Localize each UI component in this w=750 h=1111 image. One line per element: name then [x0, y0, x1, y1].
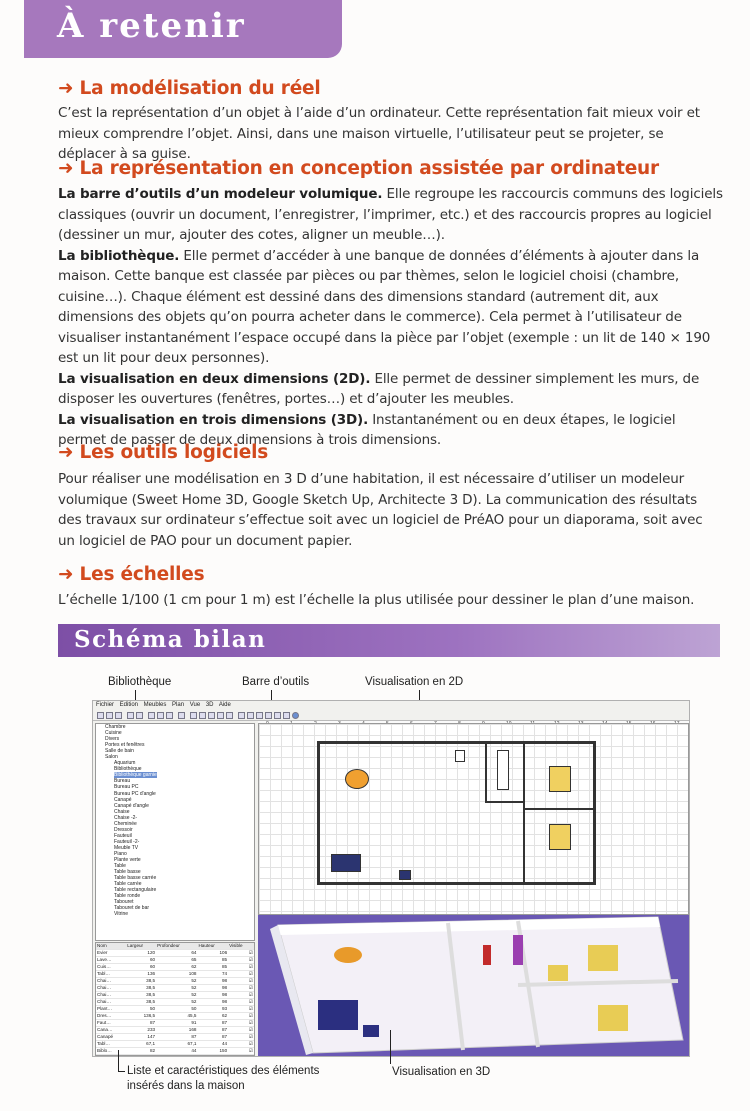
table-cell: ☑: [228, 991, 254, 998]
section-title: ➜ Les outils logiciels: [58, 442, 269, 463]
table-cell: Chai…: [96, 998, 126, 1005]
section-outils: [58, 442, 723, 551]
menu-bar[interactable]: Fichier Edition Meubles Plan Vue 3D Aide: [96, 702, 231, 708]
plan-table: [345, 769, 369, 789]
table-header-cell[interactable]: Visible: [228, 943, 254, 949]
tree-item[interactable]: Aquarium: [114, 760, 136, 767]
table-cell: ☑: [228, 1040, 254, 1047]
schema-bilan-band: [58, 624, 720, 657]
text-bibliotheque: Elle permet d’accéder à une banque de données d’éléments à ajouter dans la maison. Cette banque est classée par pièces ou par thèmes, selon le logiciel choisi (chambre, cuisine…). Chaque élément est dessiné dans des dimensions standard (autrement dit, aux dimensions des objets qu’on pourra acheter dans le commerce). Cela permet à l’utilisateur de visualiser instantanément l’espace occupé dans la pièce par l’objet (exemple : un lit de 140 × 190 est un lit pour deux personnes).: [58, 247, 711, 366]
plan-wall: [485, 801, 525, 803]
tree-item[interactable]: Bureau PC: [114, 784, 139, 791]
table-cell: Chai…: [96, 991, 126, 998]
section-title: ➜ La modélisation du réel: [58, 78, 321, 99]
furniture-catalog[interactable]: [95, 723, 255, 941]
open-icon[interactable]: [106, 712, 113, 719]
table-cell: 147: [126, 1033, 156, 1040]
tree-item[interactable]: Table basse: [114, 869, 141, 876]
tree-item[interactable]: Table carrée: [114, 881, 142, 888]
table-row[interactable]: [96, 977, 254, 984]
plan-wall: [317, 741, 595, 744]
table-cell: 67,1: [156, 1040, 197, 1047]
table-row[interactable]: [96, 949, 254, 956]
table-row[interactable]: [96, 991, 254, 998]
save-icon[interactable]: [115, 712, 122, 719]
table-3d: [334, 947, 362, 963]
banner-title: À retenir: [57, 6, 246, 46]
leader-line: [390, 1030, 391, 1064]
tree-item-label[interactable]: Bibliothèque garnie: [114, 772, 157, 779]
table-cell: 44: [156, 1047, 197, 1054]
table-row[interactable]: [96, 1019, 254, 1026]
plan-appliance: [455, 750, 465, 762]
copy-icon[interactable]: [157, 712, 164, 719]
software-screenshot: [92, 700, 690, 1057]
tree-folder[interactable]: Cuisine: [105, 730, 122, 737]
table-cell: ☑: [228, 1012, 254, 1019]
table-cell: ☑: [228, 1047, 254, 1054]
plan-3d-view[interactable]: [258, 915, 689, 1056]
align-icon[interactable]: [217, 712, 224, 719]
table-cell: ☑: [228, 984, 254, 991]
table-cell: 91: [156, 1019, 197, 1026]
table-cell: Plant…: [96, 1005, 126, 1012]
armchair-3d: [363, 1025, 379, 1037]
tree-item[interactable]: Table ronde: [114, 893, 141, 900]
table-cell: Chai…: [96, 984, 126, 991]
plan-wall: [523, 808, 595, 810]
table-cell: 82: [126, 1047, 156, 1054]
align-icon[interactable]: [208, 712, 215, 719]
table-cell: 98: [197, 977, 228, 984]
table-cell: Tabl…: [96, 1040, 126, 1047]
table-row[interactable]: [96, 998, 254, 1005]
draw-wall-icon[interactable]: [247, 712, 254, 719]
table-cell: 38,5: [126, 977, 156, 984]
tree-item[interactable]: Table: [114, 863, 126, 870]
table-cell: 87: [197, 1019, 228, 1026]
tree-item[interactable]: Piano: [114, 850, 127, 857]
zoom-out-icon[interactable]: [283, 712, 290, 719]
table-cell: 120: [126, 949, 156, 956]
table-cell: 74: [197, 970, 228, 977]
table-cell: 87: [197, 1033, 228, 1040]
new-icon[interactable]: [97, 712, 104, 719]
table-cell: ☑: [228, 956, 254, 963]
plan-wall: [485, 741, 487, 801]
sofa-3d: [318, 1000, 358, 1030]
label-liste-1: Liste et caractéristiques des éléments: [127, 1065, 320, 1077]
section-text: C’est la représentation d’un objet à l’aide d’un ordinateur. Cette représentation fait mieux voir et mieux comprendre l’objet. Ainsi, dans une maison virtuelle, l’utilisateur peut se projeter, se déplacer à sa guise.: [58, 105, 700, 162]
tree-item[interactable]: Vitrine: [114, 911, 129, 918]
table-cell: Chai…: [96, 977, 126, 984]
text-3d: Instantanément ou en deux étapes, le logiciel permet de passer de deux dimensions à trois dimensions.: [58, 411, 676, 448]
tree-item[interactable]: Canapé d'angle: [114, 802, 149, 809]
table-cell: 45,5: [156, 1012, 197, 1019]
plan-wall: [523, 741, 525, 885]
toolbar[interactable]: [93, 710, 689, 721]
table-header-cell[interactable]: Hauteur: [197, 943, 228, 949]
leader-line: [118, 1071, 125, 1072]
table-cell: ☑: [228, 1019, 254, 1026]
tree-item[interactable]: Tabouret: [114, 899, 134, 906]
table-cell: 98: [197, 991, 228, 998]
plan-wall: [317, 882, 595, 885]
table-cell: 136,5: [126, 1012, 156, 1019]
table-cell: 85: [197, 963, 228, 970]
term-barre-outils: La barre d’outils d’un modeleur volumique.: [58, 186, 383, 202]
bed-3d: [598, 1005, 628, 1031]
table-cell: ☑: [228, 1026, 254, 1033]
furniture-list-table[interactable]: [95, 942, 255, 1056]
tree-item[interactable]: Tabouret de bar: [114, 905, 150, 912]
align-icon[interactable]: [199, 712, 206, 719]
table-cell: Evier: [96, 949, 126, 956]
table-cell: 52: [156, 984, 197, 991]
table-cell: 50: [156, 1005, 197, 1012]
plan-bed: [549, 824, 571, 850]
table-row[interactable]: [96, 1047, 254, 1054]
label-bibliotheque: Bibliothèque: [108, 676, 172, 688]
bed-3d: [588, 945, 618, 971]
tree-folder[interactable]: Salon: [105, 754, 118, 761]
table-cell: 106: [197, 949, 228, 956]
table-cell: 52: [156, 991, 197, 998]
table-header-cell[interactable]: Largeur: [126, 943, 156, 949]
table-cell: Tabl…: [96, 970, 126, 977]
tree-folder[interactable]: Salle de bain: [105, 748, 134, 755]
table-cell: 62: [197, 1012, 228, 1019]
tree-folder[interactable]: Divers: [105, 736, 120, 743]
tree-item[interactable]: Dressoir: [114, 826, 133, 833]
table-cell: 87: [197, 1026, 228, 1033]
table-row[interactable]: [96, 1033, 254, 1040]
table-cell: 98: [197, 984, 228, 991]
schema-title: Schéma bilan: [74, 626, 267, 653]
table-cell: 150: [197, 1047, 228, 1054]
tree-item[interactable]: Table rectangulaire: [114, 887, 157, 894]
plan-sofa: [331, 854, 361, 872]
undo-icon[interactable]: [127, 712, 134, 719]
tree-item[interactable]: Fauteuil -2-: [114, 838, 140, 845]
table-cell: 67,1: [126, 1040, 156, 1047]
table-cell: Dres…: [96, 1012, 126, 1019]
table-cell: 98: [197, 998, 228, 1005]
table-cell: ☑: [228, 998, 254, 1005]
term-2d: La visualisation en deux dimensions (2D).: [58, 370, 371, 387]
table-cell: 52: [156, 977, 197, 984]
text-barre-outils: Elle regroupe les raccourcis communs des logiciels classiques (ouvrir un document, l’enregistrer, l’imprimer, etc.) et des raccourcis propres au logiciel (dessiner un mur, ajouter des cotes, aligner un meuble…).: [58, 186, 723, 243]
table-row[interactable]: [96, 984, 254, 991]
table-cell: ☑: [228, 1033, 254, 1040]
cabinet-3d: [513, 935, 523, 965]
section-title: ➜ Les échelles: [58, 564, 205, 585]
section-echelles: [58, 564, 723, 611]
plan-2d-view[interactable]: [258, 723, 689, 915]
tree-item[interactable]: Chaise: [114, 808, 130, 815]
select-icon[interactable]: [238, 712, 245, 719]
table-cell: 87: [126, 1019, 156, 1026]
tree-folder[interactable]: Portes et fenêtres: [105, 742, 145, 749]
table-cell: 60: [126, 963, 156, 970]
table-cell: ☑: [228, 977, 254, 984]
table-cell: ☑: [228, 949, 254, 956]
tree-item[interactable]: Cheminée: [114, 820, 137, 827]
table-cell: Lave…: [96, 956, 126, 963]
plan-3d-drawing: [258, 915, 689, 1056]
tree-item[interactable]: Canapé: [114, 796, 132, 803]
table-header-cell[interactable]: Nom: [96, 943, 126, 949]
a-retenir-banner: [24, 0, 342, 58]
table-cell: Canapé: [96, 1033, 126, 1040]
floor-3d: [278, 917, 683, 1053]
label-barre-outils: Barre d’outils: [242, 676, 310, 688]
table-cell: 85: [197, 956, 228, 963]
dimension-icon[interactable]: [265, 712, 272, 719]
table-cell: 64: [156, 949, 197, 956]
table-row[interactable]: [96, 1026, 254, 1033]
table-cell: Cana…: [96, 1026, 126, 1033]
help-icon[interactable]: [292, 712, 299, 719]
table-cell: 233: [126, 1026, 156, 1033]
tree-item[interactable]: Table basse carrée: [114, 875, 157, 882]
plan-wall: [593, 741, 596, 885]
label-liste-2: insérés dans la maison: [127, 1080, 245, 1092]
align-icon[interactable]: [190, 712, 197, 719]
table-cell: 50: [126, 1005, 156, 1012]
table-row[interactable]: [96, 1040, 254, 1047]
tree-item[interactable]: Bibliothèque: [114, 766, 142, 773]
table-cell: 52: [156, 998, 197, 1005]
section-text: [58, 184, 723, 451]
table-cell: Faut…: [96, 1019, 126, 1026]
tree-item[interactable]: Bureau PC d'angle: [114, 790, 156, 797]
table-cell: ☑: [228, 1005, 254, 1012]
table-cell: 38,5: [126, 998, 156, 1005]
table-cell: 136: [126, 970, 156, 977]
term-3d: La visualisation en trois dimensions (3D).: [58, 411, 369, 428]
tree-item[interactable]: Bureau: [114, 778, 131, 785]
tree-item[interactable]: Fauteuil: [114, 832, 132, 839]
table-header-cell[interactable]: Profondeur: [156, 943, 197, 949]
section-title: ➜ La représentation en conception assistée par ordinateur: [58, 158, 659, 179]
label-visualisation-2d: Visualisation en 2D: [365, 676, 464, 688]
align-icon[interactable]: [226, 712, 233, 719]
tree-folder[interactable]: Chambre: [105, 724, 126, 730]
label-visualisation-3d: Visualisation en 3D: [392, 1066, 491, 1078]
table-cell: Biblo…: [96, 1047, 126, 1054]
zoom-in-icon[interactable]: [274, 712, 281, 719]
table-cell: 65: [156, 956, 197, 963]
cut-icon[interactable]: [148, 712, 155, 719]
table-cell: 44: [197, 1040, 228, 1047]
table-cell: 93: [197, 1005, 228, 1012]
cabinet-3d: [483, 945, 491, 965]
table-row[interactable]: [96, 1012, 254, 1019]
table-cell: 38,5: [126, 984, 156, 991]
table-cell: 38,5: [126, 991, 156, 998]
table-row[interactable]: [96, 963, 254, 970]
table-cell: ☑: [228, 963, 254, 970]
plan-cabinet: [497, 750, 509, 790]
table-row[interactable]: [96, 970, 254, 977]
tree-item[interactable]: Chaise -2-: [114, 814, 138, 821]
plan-bed: [549, 766, 571, 792]
draw-room-icon[interactable]: [256, 712, 263, 719]
table-cell: 60: [126, 956, 156, 963]
redo-icon[interactable]: [136, 712, 143, 719]
tree-item[interactable]: Meuble TV: [114, 844, 139, 851]
text-2d: Elle permet de dessiner simplement les murs, de disposer les ouvertures (fenêtres, portes…) et d’ajouter les meubles.: [58, 370, 700, 407]
plan-armchair: [399, 870, 411, 880]
leader-line: [118, 1050, 119, 1072]
section-cao: [58, 158, 723, 451]
plan-wall: [317, 741, 320, 884]
bed-3d: [548, 965, 568, 981]
paste-icon[interactable]: [166, 712, 173, 719]
section-text: Pour réaliser une modélisation en 3 D d’une habitation, il est nécessaire d’utiliser un modeleur volumique (Sweet Home 3D, Google Sketch Up, Architecte 3 D). La communication des résultats des travaux sur ordinateur s’effectue soit avec un logiciel de PréAO pour un diaporama, soit avec un logiciel de PAO pour un document papier.: [58, 471, 703, 549]
section-modelisation: [58, 78, 723, 165]
table-cell: Cuis…: [96, 963, 126, 970]
table-cell: ☑: [228, 970, 254, 977]
table-row[interactable]: [96, 956, 254, 963]
section-text: L’échelle 1/100 (1 cm pour 1 m) est l’échelle la plus utilisée pour dessiner le plan d’une maison.: [58, 592, 695, 608]
table-cell: 168: [156, 1026, 197, 1033]
add-furniture-icon[interactable]: [178, 712, 185, 719]
tree-item[interactable]: Plante verte: [114, 857, 141, 864]
table-cell: 87: [156, 1033, 197, 1040]
term-bibliotheque: La bibliothèque.: [58, 247, 180, 264]
table-cell: 62: [156, 963, 197, 970]
table-row[interactable]: [96, 1005, 254, 1012]
table-cell: 108: [156, 970, 197, 977]
